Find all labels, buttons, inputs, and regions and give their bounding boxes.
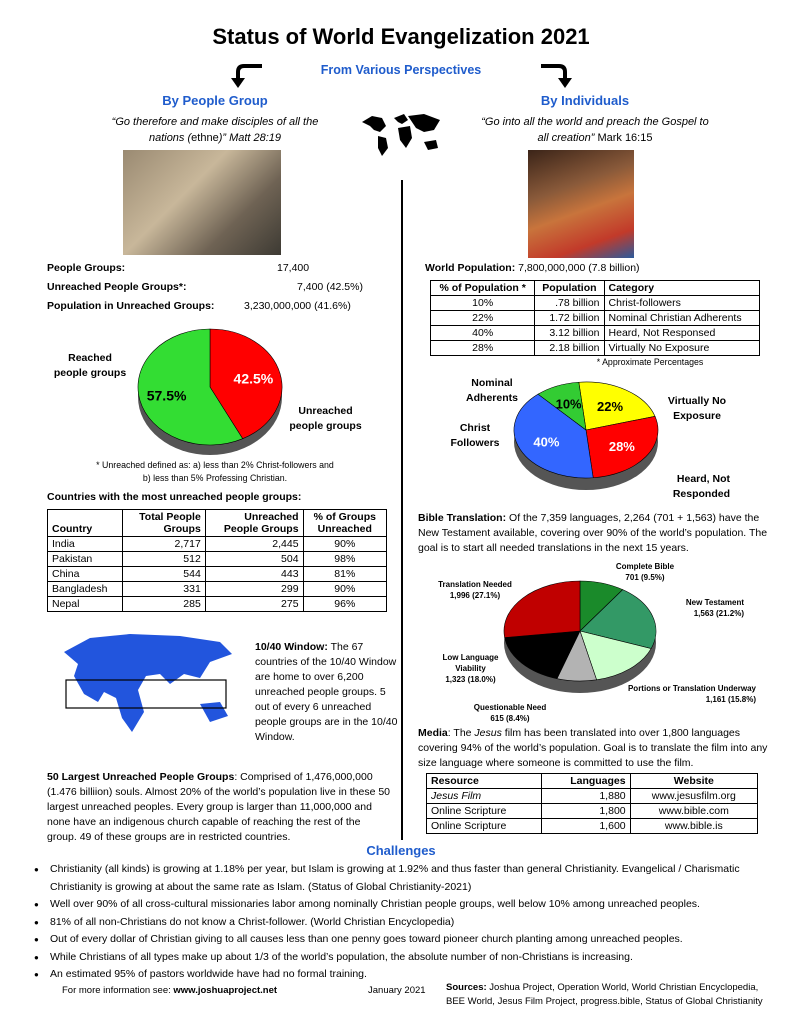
challenges-list xyxy=(30,861,775,984)
population-row-cell: Virtually No Exposure xyxy=(604,341,759,356)
pie3-label-portions: Portions or Translation Underway 1,161 (15.8%) xyxy=(627,684,756,704)
media-table: Resource Languages Website Jesus Film 1,880 www.jesusfilm.org Online Scripture 1,800 www.bible.com Online Scripture 1,600 www.bible.is xyxy=(426,773,758,834)
pie2-label-virtually: Virtually No Exposure xyxy=(667,395,727,422)
population-row-cell: Heard, Not Responsed xyxy=(604,326,759,341)
population-row-cell: 3.12 billion xyxy=(535,326,604,341)
footer-date: January 2021 xyxy=(368,985,426,996)
country-row xyxy=(48,582,387,597)
population-row-cell: 1.72 billion xyxy=(535,311,604,326)
pie-slice-label: 42.5% xyxy=(233,370,274,387)
challenge-item: ● Out of every dollar of Christian giving to all causes less than one penny goes toward pioneer church planting among unreached peoples. xyxy=(30,931,775,949)
column-divider xyxy=(401,180,403,840)
right-heading: By Individuals xyxy=(540,93,630,108)
country-row-cell: Bangladesh xyxy=(48,582,123,597)
media-row-cell: Online Scripture xyxy=(427,804,542,819)
country-row-cell: 90% xyxy=(303,582,386,597)
media-row-cell: Online Scripture xyxy=(427,819,542,834)
challenge-item: ● 81% of all non-Christians do not know a Christ-follower. (World Christian Encyclopedia) xyxy=(30,914,775,932)
reached-label: Reached people groups xyxy=(53,352,127,379)
population-row xyxy=(431,311,760,326)
country-row xyxy=(48,567,387,582)
challenge-item: ● Christianity (all kinds) is growing at 1.18% per year, but Islam is growing at 1.92% and thus faster than general Christianity. Evangelical / Charismatic Christianity is growing at about the same rate as Islam. (Status of Global Christianity-2021) xyxy=(30,861,775,896)
country-row-cell: 299 xyxy=(205,582,303,597)
pie-slice-label: 10% xyxy=(555,396,582,412)
countries-table: Country Total People Groups Unreached People Groups % of Groups Unreached India 2,717 2,445 90% Pakistan 512 504 98% China 544 443 81% Bangladesh 331 299 90% Nepal 285 275 96% xyxy=(47,509,387,612)
pie3-label-nt: New Testament 1,563 (21.2%) xyxy=(685,598,744,618)
unreached-definition: * Unreached defined as: a) less than 2% Christ-followers and b) less than 5% Professing Christian. xyxy=(96,460,334,483)
world-map-icon xyxy=(358,108,444,160)
country-row-cell: Nepal xyxy=(48,597,123,612)
challenge-item: ● Well over 90% of all cross-cultural missionaries labor among nominally Christian people groups, well below 10% among unreached peoples. xyxy=(30,896,775,914)
people-group-stats: People Groups: 17,400 Unreached People Groups*: 7,400 (42.5%) Population in Unreached Groups: 3,230,000,000 (41.6%) xyxy=(47,262,363,312)
population-row-cell: 40% xyxy=(431,326,535,341)
country-row xyxy=(48,597,387,612)
world-10-40-map xyxy=(60,632,236,738)
country-row xyxy=(48,537,387,552)
country-row-cell: 81% xyxy=(303,567,386,582)
country-row-cell: 96% xyxy=(303,597,386,612)
country-row-cell: 2,445 xyxy=(205,537,303,552)
country-row-cell: 331 xyxy=(123,582,206,597)
population-row-cell: 28% xyxy=(431,341,535,356)
country-row-cell: India xyxy=(48,537,123,552)
media-row-cell: 1,800 xyxy=(542,804,630,819)
country-row xyxy=(48,552,387,567)
country-row-cell: 544 xyxy=(123,567,206,582)
pie3-label-low: Low Language Viability 1,323 (18.0%) xyxy=(442,653,499,684)
population-row-cell: 10% xyxy=(431,296,535,311)
page-subtitle: From Various Perspectives xyxy=(320,63,482,77)
pie-slice-label: 57.5% xyxy=(146,387,187,404)
media-row-cell: www.bible.is xyxy=(630,819,757,834)
media-row-cell: 1,880 xyxy=(542,789,630,804)
right-quote: “Go into all the world and preach the Gospel to all creation” Mark 16:15 xyxy=(481,116,709,144)
population-table: % of Population * Population Category 10% .78 billion Christ-followers 22% 1.72 billion Nominal Christian Adherents 40% 3.12 billion Heard, Not Responsed 28% 2.18 billion Virtually No Exposure xyxy=(430,280,760,356)
pie2-label-christ: Christ Followers xyxy=(450,422,500,449)
approx-note: * Approximate Percentages xyxy=(596,357,704,367)
page-title: Status of World Evangelization 2021 xyxy=(212,24,590,49)
population-row-cell: 22% xyxy=(431,311,535,326)
footer-sources: Sources: Joshua Project, Operation World, World Christian Encyclopedia, BEE World, Jesus Film Project, progress.bible, Status of Global Christianity xyxy=(446,982,763,1007)
people-group-photo xyxy=(123,150,281,255)
window-description: 10/40 Window: The 67 countries of the 10/40 Window are home to over 6,200 unreached people groups. 5 out of every 6 unreached people groups are in the 10/40 Window. xyxy=(255,641,398,743)
pie3-label-complete: Complete Bible 701 (9.5%) xyxy=(615,562,675,582)
world-population: World Population: 7,800,000,000 (7.8 billion) xyxy=(425,262,640,274)
arrow-left-icon xyxy=(228,60,268,90)
country-row-cell: 443 xyxy=(205,567,303,582)
media-row-cell: 1,600 xyxy=(542,819,630,834)
media-row-cell: www.bible.com xyxy=(630,804,757,819)
largest-groups-description: 50 Largest Unreached People Groups: Comprised of 1,476,000,000 (1.476 billiion) souls. Almost 20% of the world’s population live in these 50 largest unreached peoples. Every group is larger than 11,000,000 and none have an indigenous church capable of reaching the rest of the group. 49 of these groups are in restricted countries. xyxy=(47,771,391,843)
country-row-cell: 504 xyxy=(205,552,303,567)
media-row-cell: Jesus Film xyxy=(427,789,542,804)
media-row xyxy=(427,819,758,834)
arrow-right-icon xyxy=(535,60,575,90)
challenge-item: ● An estimated 95% of pastors worldwide have had no formal training. xyxy=(30,966,775,984)
pie-slice-label: 22% xyxy=(597,399,624,415)
footer-site-link[interactable]: www.joshuaproject.net xyxy=(173,985,278,996)
country-row-cell: 98% xyxy=(303,552,386,567)
pie-slice-label: 28% xyxy=(608,439,635,455)
unreached-pie-chart xyxy=(130,325,290,465)
pie3-label-questionable: Questionable Need 615 (8.4%) xyxy=(473,703,547,723)
challenges-heading: Challenges xyxy=(366,843,436,858)
country-row-cell: 2,717 xyxy=(123,537,206,552)
population-row xyxy=(431,326,760,341)
countries-heading: Countries with the most unreached people groups: xyxy=(47,491,302,503)
unreached-label: Unreached people groups xyxy=(289,405,362,432)
left-heading: By People Group xyxy=(162,93,268,108)
population-row-cell: .78 billion xyxy=(535,296,604,311)
country-row-cell: 285 xyxy=(123,597,206,612)
country-row-cell: Pakistan xyxy=(48,552,123,567)
country-row-cell: 275 xyxy=(205,597,303,612)
individual-woman-photo xyxy=(528,150,634,258)
population-row-cell: Christ-followers xyxy=(604,296,759,311)
challenge-item: ● While Christians of all types make up about 1/3 of the world’s population, the absolute number of non-Christians is increasing. xyxy=(30,949,775,967)
pie3-label-needed: Translation Needed 1,996 (27.1%) xyxy=(438,580,512,600)
left-quote: “Go therefore and make disciples of all the nations (ethne)” Matt 28:19 xyxy=(111,116,319,144)
media-description: Media: The Jesus film has been translated into over 1,800 languages covering 94% of the world’s population. Goal is to translate the film into any size language where someone is committed to use the film. xyxy=(418,727,768,769)
media-row xyxy=(427,804,758,819)
country-row-cell: 512 xyxy=(123,552,206,567)
pie2-label-heard: Heard, Not Responded xyxy=(672,473,730,500)
pie2-label-nominal: Nominal Adherents xyxy=(466,377,518,404)
population-row-cell: 2.18 billion xyxy=(535,341,604,356)
country-row-cell: China xyxy=(48,567,123,582)
population-row xyxy=(431,341,760,356)
population-row xyxy=(431,296,760,311)
pie-slice-label: 40% xyxy=(533,434,560,450)
bible-translation: Bible Translation: Of the 7,359 languages, 2,264 (701 + 1,563) have the New Testament available, covering over 90% of the world’s population. The goal is to start all needed translations in the next 15 years. xyxy=(418,512,768,554)
country-row-cell: 90% xyxy=(303,537,386,552)
population-row-cell: Nominal Christian Adherents xyxy=(604,311,759,326)
media-row-cell: www.jesusfilm.org xyxy=(630,789,757,804)
footer-more: For more information see: www.joshuaproject.net xyxy=(62,985,278,996)
media-row xyxy=(427,789,758,804)
